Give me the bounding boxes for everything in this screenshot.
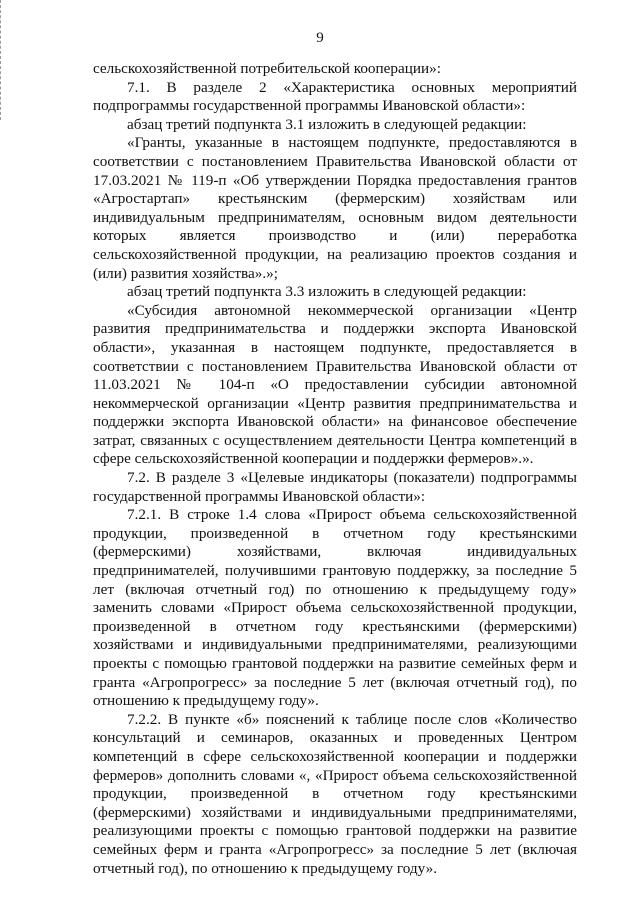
paragraph-7-2-2: 7.2.2. В пункте «б» пояснений к таблице после слов «Количество консультаций и семинаров, оказанных и проведенных Центром компетенций в сфере сельскохозяйственной кооперации и поддержки фермеров» дополнить словами «, «Прирост объема сельскохозяйственной продукции, произведенной в отчетном году крестьянскими (фермерскими) хозяйствами и индивидуальными предпринимателями, реализующими проекты с помощью грантовой поддержки на развитие семейных ферм и гранта «Агропрогресс» за последние 5 лет (включая отчетный год), по отношению к предыдущему году». [93, 710, 577, 877]
document-body [93, 60, 577, 878]
page-number: 9 [316, 30, 324, 46]
paragraph-subsidy-quote: «Субсидия автономной некоммерческой организации «Центр развития предпринимательства и поддержки экспорта Ивановской области», указанная в настоящем подпункте, предоставляется в соответствии с постановлением Правительства Ивановской области от 11.03.2021 № 104-п «О предоставлении субсидии автономной некоммерческой организации «Центр развития предпринимательства и поддержки экспорта Ивановской области» на финансовое обеспечение затрат, связанных с осуществлением деятельности Центра компетенций в сфере сельскохозяйственной кооперации и поддержки фермеров».». [93, 301, 577, 468]
paragraph-7-2-1: 7.2.1. В строке 1.4 слова «Прирост объема сельскохозяйственной продукции, произведенной в отчетном году крестьянскими (фермерскими) хозяйствами, включая индивидуальных предпринимателей, получившими грантовую поддержку, за последние 5 лет (включая отчетный год) по отношению к предыдущему году» заменить словами «Прирост объема сельскохозяйственной продукции, произведенной в отчетном году крестьянскими (фермерскими) хозяйствами и индивидуальными предпринимателями, реализующими проекты с помощью грантовой поддержки на развитие семейных ферм и гранта «Агропрогресс» за последние 5 лет (включая отчетный год), по отношению к предыдущему году». [93, 506, 577, 710]
paragraph-7-2: 7.2. В разделе 3 «Целевые индикаторы (показатели) подпрограммы государственной программы Ивановской области»: [93, 469, 577, 505]
paragraph-grants-quote: «Гранты, указанные в настоящем подпункте, предоставляются в соответствии с постановлением Правительства Ивановской области от 17.03.2021 № 119-п «Об утверждении Порядка предоставления грантов «Агростартап» крестьянским (фермерским) хозяйствам или индивидуальным предпринимателям, основным видом деятельности которых является производство и (или) переработка сельскохозяйственной продукции, на реализацию проектов создания и (или) развития хозяйства».»; [93, 134, 577, 282]
scan-edge-mark [0, 0, 6, 120]
paragraph-7-1: 7.1. В разделе 2 «Характеристика основных мероприятий подпрограммы государственной программы Ивановской области»: [93, 78, 577, 115]
paragraph-3-3-intro: абзац третий подпункта 3.3 изложить в следующей редакции: [127, 283, 527, 301]
paragraph-continuation: сельскохозяйственной потребительской кооперации»: [93, 60, 441, 77]
paragraph-3-1-intro: абзац третий подпункта 3.1 изложить в следующей редакции: [127, 115, 527, 133]
